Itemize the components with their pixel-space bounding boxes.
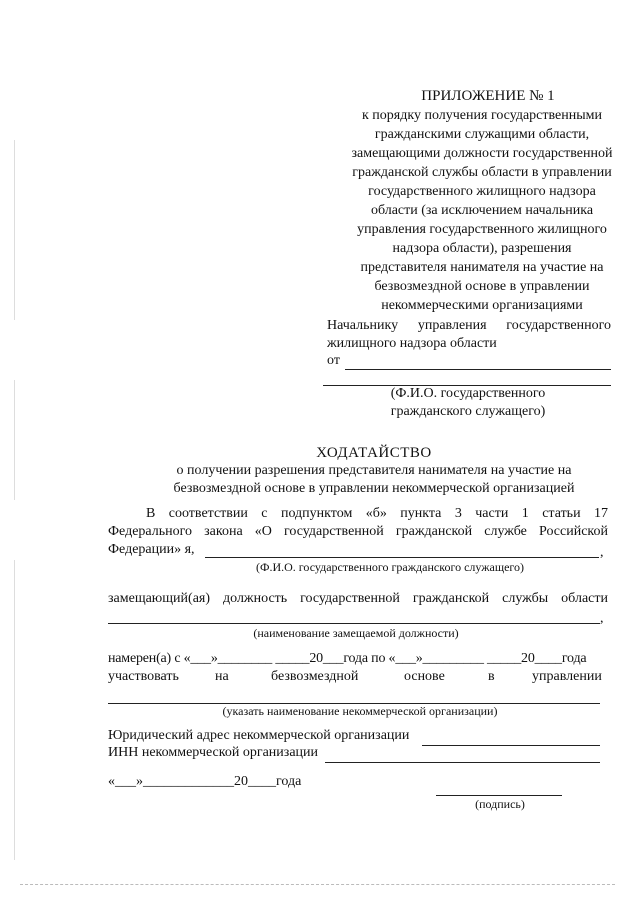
position-caption: (наименование замещаемой должности) [253,626,459,640]
position-line: замещающий(ая) должность государственной гражданской службы области [108,591,608,606]
appendix-line: безвозмездной основе в управлении [374,279,590,294]
petition-subtitle-line-2: безвозмездной основе в управлении некоммерческой организацией [173,481,575,496]
appendix-line: государственного жилищного надзора [368,184,596,199]
applicant-fio-caption: (Ф.И.О. государственного гражданского служащего) [255,560,525,574]
scan-edge-mark [14,140,15,320]
appendix-line: некоммерческими организациями [381,298,583,313]
scan-bottom-mark [20,884,615,885]
legal-address-label: Юридический адрес некоммерческой организации [108,728,410,743]
date-line: «___»_____________20____года [108,774,302,789]
body-line-2: Федерального закона «О государственной гражданской службе Российской [108,524,608,539]
inn-label: ИНН некоммерческой организации [108,745,319,760]
inn-field[interactable] [325,762,600,763]
signature-caption: (подпись) [475,797,525,811]
participate-word: безвозмездной [271,669,359,684]
participate-word: основе [404,669,445,684]
participate-word: в [488,669,495,684]
scan-edge-mark [14,380,15,500]
participate-word: управлении [532,669,602,684]
appendix-line: управления государственного жилищного [357,222,607,237]
fio-caption-line-2: гражданского служащего) [390,404,546,419]
fio-caption-line-1: (Ф.И.О. государственного [390,386,546,401]
scan-edge-mark [14,560,15,860]
position-field[interactable] [108,623,600,624]
petition-subtitle-line-1: о получении разрешения представителя нанимателя на участие на [176,463,572,478]
applicant-fio-field[interactable] [205,557,599,558]
addressee-line-2: жилищного надзора области [327,336,497,351]
signature-field[interactable] [436,795,562,796]
appendix-line: области (за исключением начальника [370,203,594,218]
petition-title: ХОДАТАЙСТВО [316,445,432,461]
participate-word: участвовать [108,669,179,684]
appendix-title: ПРИЛОЖЕНИЕ № 1 [421,88,555,104]
organization-caption: (указать наименование некоммерческой организации) [222,704,498,718]
body-line-1: В соответствии с подпунктом «б» пункта 3 части 1 статьи 17 [146,506,608,521]
participate-word: на [215,669,229,684]
appendix-line: представителя нанимателя на участие на [360,260,604,275]
body-line-3: Федерации» я, [108,542,195,557]
appendix-line: надзора области), разрешения [392,241,572,256]
appendix-line: гражданской службы области в управлении [352,165,612,180]
appendix-line: гражданскими служащими области, [374,127,590,142]
from-label: от [327,353,340,368]
comma: , [600,611,604,626]
legal-address-field[interactable] [422,745,600,746]
appendix-line: к порядку получения государственными [362,108,602,123]
appendix-line: замещающими должности государственной [351,146,613,161]
addressee-line-1: Начальнику управления государственного [327,318,611,333]
comma: , [600,545,604,560]
from-fio-field[interactable] [345,369,611,370]
intend-period-line: намерен(а) с «___»________ _____20___года по «___»_________ _____20____года [108,651,587,666]
